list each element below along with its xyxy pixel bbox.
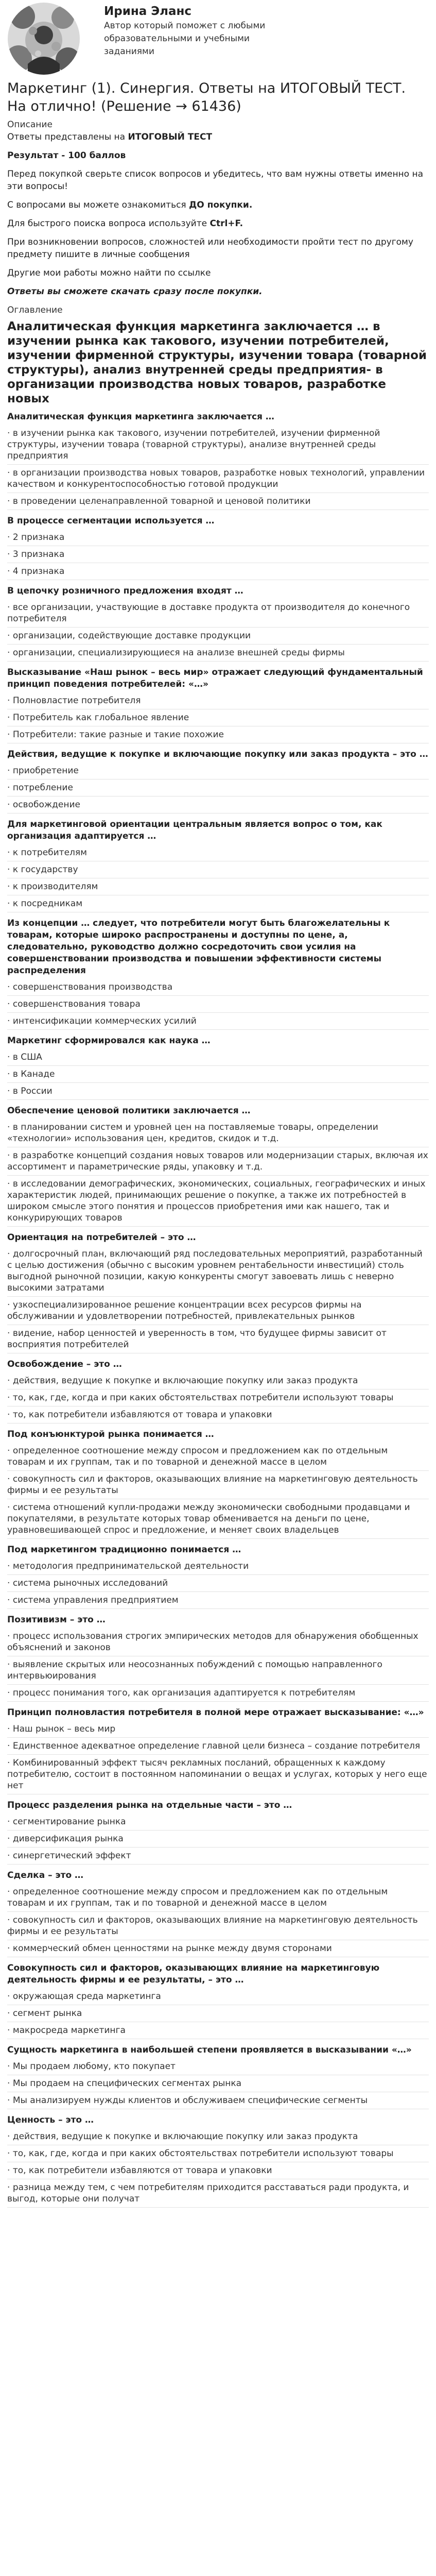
answer-option: · Мы анализируем нужды клиентов и обслуживаем специфические сегменты: [7, 2092, 429, 2109]
answer-option: · видение, набор ценностей и уверенность в том, что будущее фирмы зависит от восприятия потребителей: [7, 1325, 429, 1353]
question-text: Под маркетингом традиционно понимается …: [7, 1545, 241, 1555]
answer-option: · Мы продаем на специфических сегментах рынка: [7, 2075, 429, 2092]
answer-option: · сегментирование рынка: [7, 1814, 429, 1831]
notice-2-text: С вопросами вы можете ознакомиться: [7, 200, 189, 210]
answer-option: · определенное соотношение между спросом и предложением как по отдельным товарам и их группам, так и по товарной и денежной массе в целом: [7, 1884, 429, 1912]
question-block: [7, 1232, 429, 1353]
question-block: [7, 1544, 429, 1609]
answer-option: · Потребитель как глобальное явление: [7, 709, 429, 726]
answer-option: · в разработке концепций создания новых товаров или модернизации старых, включая их ассортимент и параметрические ряды, упаковку и т.д.: [7, 1147, 429, 1176]
question-text: Маркетинг сформировался как наука …: [7, 1036, 211, 1046]
answer-option: · система рыночных исследований: [7, 1575, 429, 1592]
question-text: Для маркетинговой ориентации центральным является вопрос о том, как организация адаптируется …: [7, 819, 382, 841]
answer-option: · освобождение: [7, 796, 429, 814]
answer-option: · действия, ведущие к покупке и включающие покупку или заказ продукта: [7, 1372, 429, 1389]
answer-option: · система отношений купли-продажи между экономически свободными продавцами и покупателями, в результате которых товар обменивается на деньги по цене, уравновешивающей спрос и предложение, и меняет своих владельцев: [7, 1499, 429, 1539]
answer-option: · макросреда маркетинга: [7, 2022, 429, 2039]
question-block: [7, 1962, 429, 2039]
answer-option: · система управления предприятием: [7, 1592, 429, 1609]
question-block: [7, 515, 429, 580]
question-text: Принцип полновластия потребителя в полной мере отражает высказывание: «…»: [7, 1707, 424, 1718]
answer-option: · к производителям: [7, 878, 429, 895]
question-block: [7, 749, 429, 814]
author-card: [7, 0, 429, 79]
notice-1: Перед покупкой сверьте список вопросов и убедитесь, что вам нужны ответы именно на эти вопросы!: [7, 169, 424, 192]
notice-2-bold: ДО покупки.: [189, 200, 253, 210]
answer-option: · разница между тем, с чем потребителям приходится расставаться ради продукта, и выгод, которые они получат: [7, 2179, 429, 2208]
answer-option: · в изучении рынка как такового, изучении потребителей, изучении фирменной структуры, изучении товара (товарной структуры), анализе внутренней среды предприятия: [7, 425, 429, 465]
answer-option: · долгосрочный план, включающий ряд последовательных мероприятий, разработанный с целью достижения (обычно с высоким уровнем рентабельности инвестиций) столь выгодной рыночной позиции, какую конкуренты смогут завоевать лишь с неверно высокими затратами: [7, 1246, 429, 1297]
question-block: [7, 819, 429, 912]
question-block: [7, 1707, 429, 1794]
intro-bold-text: ИТОГОВЫЙ ТЕСТ: [128, 132, 213, 142]
answer-option: · в Канаде: [7, 1066, 429, 1083]
question-block: [7, 1359, 429, 1423]
question-block: [7, 1870, 429, 1957]
description-label: Описание: [7, 120, 53, 130]
question-text: Аналитическая функция маркетинга заключается …: [7, 412, 274, 422]
answer-option: · процесс использования строгих эмпирических методов для обнаружения обобщенных объяснений и законов: [7, 1628, 429, 1656]
question-block: [7, 918, 429, 1030]
question-text: Ориентация на потребителей – это …: [7, 1232, 196, 1243]
answer-option: · окружающая среда маркетинга: [7, 1988, 429, 2005]
question-block: [7, 2044, 429, 2109]
answer-option: · совокупность сил и факторов, оказывающих влияние на маркетинговую деятельность фирмы и ее результаты: [7, 1471, 429, 1499]
question-text: Процесс разделения рынка на отдельные части – это …: [7, 1800, 292, 1810]
answer-option: · методология предпринимательской деятельности: [7, 1558, 429, 1575]
answer-option: · синергетический эффект: [7, 1848, 429, 1865]
question-text: В процессе сегментации используется …: [7, 516, 215, 526]
answer-option: · в проведении целенаправленной товарной и ценовой политики: [7, 493, 429, 510]
result-text: Результат - 100 баллов: [7, 150, 126, 161]
answer-option: · Единственное адекватное определение главной цели бизнеса – создание потребителя: [7, 1738, 429, 1755]
question-block: [7, 1429, 429, 1539]
answer-option: · то, как, где, когда и при каких обстоятельствах потребители используют товары: [7, 1389, 429, 1406]
answer-option: · действия, ведущие к покупке и включающие покупку или заказ продукта: [7, 2128, 429, 2145]
question-block: [7, 585, 429, 662]
answer-option: · Потребители: такие разные и такие похожие: [7, 726, 429, 743]
question-text: Высказывание «Наш рынок – весь мир» отражает следующий фундаментальный принцип поведения потребителей: «…»: [7, 667, 423, 689]
answer-option: · коммерческий обмен ценностями на рынке между двумя сторонами: [7, 1940, 429, 1957]
intro-text: Ответы представлены на: [7, 132, 128, 142]
question-text: Под конъюнктурой рынка понимается …: [7, 1429, 214, 1439]
question-block: [7, 1800, 429, 1865]
answer-option: · 3 признака: [7, 546, 429, 563]
answer-option: · все организации, участвующие в доставке продукта от производителя до конечного потребителя: [7, 599, 429, 628]
answer-option: · выявление скрытых или неосознанных побуждений с помощью направленного интервьюирования: [7, 1656, 429, 1685]
answer-option: · совокупность сил и факторов, оказывающих влияние на маркетинговую деятельность фирмы и ее результаты: [7, 1912, 429, 1940]
answer-option: · в США: [7, 1049, 429, 1066]
answer-option: · к государству: [7, 861, 429, 878]
answer-option: · совершенствования товара: [7, 996, 429, 1013]
question-block: [7, 667, 429, 743]
intro-line: [7, 131, 429, 143]
question-block: [7, 1614, 429, 1702]
question-block: [7, 2114, 429, 2208]
question-block: [7, 1035, 429, 1100]
answer-option: · интенсификации коммерческих усилий: [7, 1013, 429, 1030]
question-text: Освобождение – это …: [7, 1359, 122, 1369]
questions-list: [7, 411, 429, 2208]
author-name[interactable]: Ирина Эланс: [104, 5, 192, 18]
answer-option: · в России: [7, 1083, 429, 1100]
page-title: Маркетинг (1). Синергия. Ответы на ИТОГОВЫЙ ТЕСТ. На отлично! (Решение → 61436): [7, 80, 406, 114]
notice-5: Другие мои работы можно найти по ссылке: [7, 268, 211, 278]
answer-option: · к потребителям: [7, 844, 429, 861]
answer-option: · определенное соотношение между спросом и предложением как по отдельным товарам и их группам, так и по товарной и денежной массе в целом: [7, 1443, 429, 1471]
notice-6: Ответы вы сможете скачать сразу после покупки.: [7, 286, 263, 297]
answer-option: · совершенствования производства: [7, 979, 429, 996]
question-text: Совокупность сил и факторов, оказывающих влияние на маркетинговую деятельность фирмы и ее результаты, – это …: [7, 1963, 380, 1985]
answer-option: · к посредникам: [7, 895, 429, 912]
answer-option: · приобретение: [7, 762, 429, 779]
notice-3: [7, 217, 429, 230]
notice-4: При возникновении вопросов, сложностей или необходимости пройти тест по другому предмету пишите в личные сообщения: [7, 237, 413, 260]
answer-option: · потребление: [7, 779, 429, 796]
answer-option: · в организации производства новых товаров, разработке новых технологий, управлении качеством и конкурентоспособностью готовой продукции: [7, 465, 429, 493]
answer-option: · то, как, где, когда и при каких обстоятельствах потребители используют товары: [7, 2145, 429, 2162]
avatar-image: [7, 2, 80, 75]
answer-option: · то, как потребители избавляются от товара и упаковки: [7, 1406, 429, 1423]
answer-option: · в планировании систем и уровней цен на поставляемые товары, определении «технологии» использования цен, кредитов, скидок и т.д.: [7, 1119, 429, 1147]
answer-option: · Комбинированный эффект тысяч рекламных посланий, обращенных к каждому потребителю, состоит в постоянном напоминании о вещах и услугах, которых у него еще нет: [7, 1755, 429, 1794]
answer-option: · диверсификация рынка: [7, 1831, 429, 1848]
answer-option: · Мы продаем любому, кто покупает: [7, 2058, 429, 2075]
question-text: Ценность – это …: [7, 2115, 94, 2125]
notice-2: [7, 199, 429, 211]
avatar[interactable]: [7, 2, 80, 75]
answer-option: · сегмент рынка: [7, 2005, 429, 2022]
answer-option: · узкоспециализированное решение концентрации всех ресурсов фирмы на обслуживании и удовлетворении потребностей, привлекательных рынков: [7, 1297, 429, 1325]
question-text: Позитивизм – это …: [7, 1615, 106, 1625]
question-text: Действия, ведущие к покупке и включающие покупку или заказ продукта – это …: [7, 749, 428, 759]
notice-3-text: Для быстрого поиска вопроса используйте: [7, 218, 210, 229]
question-text: Из концепции … следует, что потребители могут быть благожелательны к товарам, которые широко распространены и доступны по цене, а, следовательно, руководство должно сосредоточить свои усилия на совершенствовании производства и повышении эффективности системы распределения: [7, 918, 390, 976]
answer-option: · процесс понимания того, как организация адаптируется к потребителям: [7, 1685, 429, 1702]
author-description: Автор который поможет с любыми образовательными и учебными заданиями: [104, 21, 266, 57]
toc-label: Оглавление: [7, 305, 63, 315]
question-block: [7, 1105, 429, 1227]
answer-option: · то, как потребители избавляются от товара и упаковки: [7, 2162, 429, 2179]
answer-option: · Наш рынок – весь мир: [7, 1721, 429, 1738]
answer-option: · организации, специализирующиеся на анализе внешней среды фирмы: [7, 645, 429, 662]
question-text: Сущность маркетинга в наибольшей степени проявляется в высказывании «…»: [7, 2045, 412, 2055]
answer-option: · организации, содействующие доставке продукции: [7, 628, 429, 645]
question-text: Обеспечение ценовой политики заключается …: [7, 1106, 251, 1116]
question-text: Сделка – это …: [7, 1870, 84, 1880]
answer-option: · в исследовании демографических, экономических, социальных, географических и иных характеристик людей, принимающих решение о покупке, а также их потребностей в широком смысле этого понятия и процессов приобретения ими как нашего, так и конкурирующих товаров: [7, 1176, 429, 1227]
notice-3-bold: Ctrl+F.: [210, 218, 243, 229]
answer-option: · 2 признака: [7, 529, 429, 546]
question-text: В цепочку розничного предложения входят …: [7, 586, 243, 596]
question-block: [7, 411, 429, 510]
answer-option: · 4 признака: [7, 563, 429, 580]
answer-option: · Полновластие потребителя: [7, 692, 429, 709]
toc-heading: Аналитическая функция маркетинга заключается … в изучении рынка как такового, изучении потребителей, изучении фирменной структуры, изучении товара (товарной структуры), анализ внутренней среды предприятия- в организации производства новых товаров, разработке новых: [7, 320, 427, 405]
